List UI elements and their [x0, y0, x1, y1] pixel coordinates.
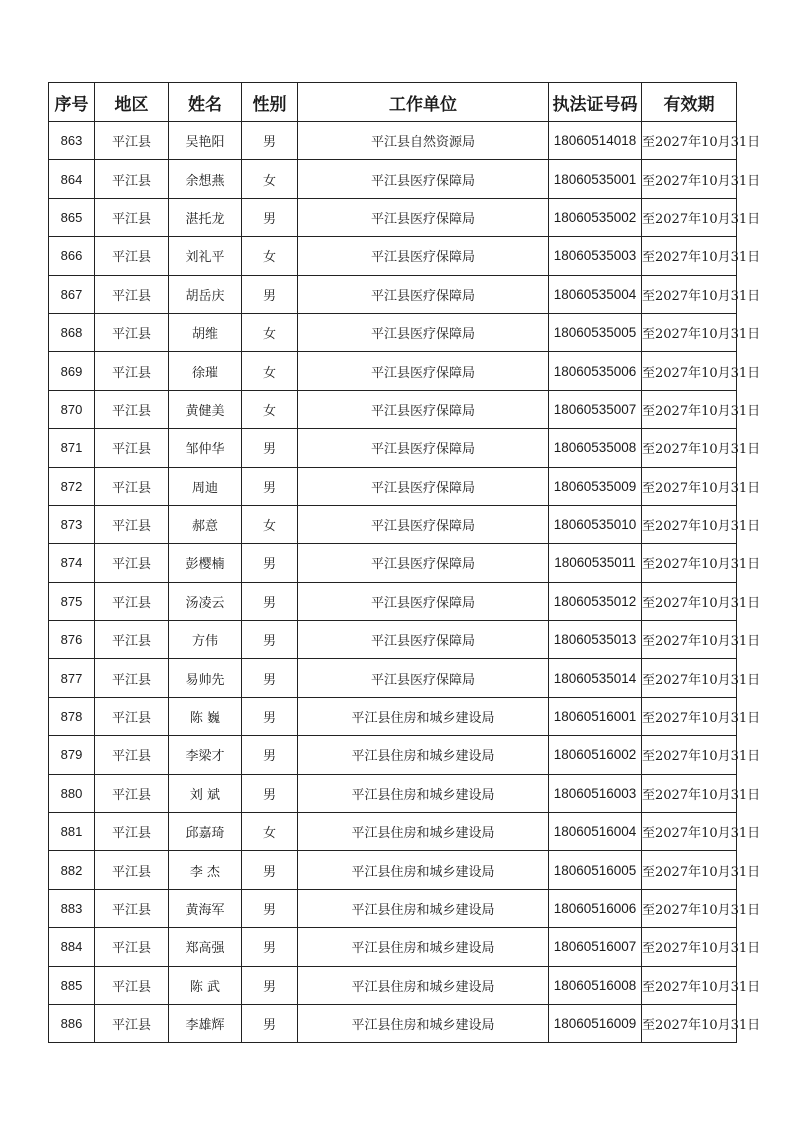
- table-row: [49, 122, 737, 160]
- cell-validity: 至2027年10月31日: [642, 313, 737, 351]
- cell-region: 平江县: [95, 544, 169, 582]
- cell-region: 平江县: [95, 122, 169, 160]
- cell-name: 陈 武: [169, 966, 242, 1004]
- header-certificate-number: 执法证号码: [549, 83, 642, 122]
- cell-name: 李梁才: [169, 736, 242, 774]
- cell-work-unit: 平江县医疗保障局: [298, 505, 549, 543]
- table-row: [49, 313, 737, 351]
- cell-region: 平江县: [95, 237, 169, 275]
- cell-gender: 男: [242, 467, 298, 505]
- cell-validity: 至2027年10月31日: [642, 160, 737, 198]
- cell-validity: 至2027年10月31日: [642, 122, 737, 160]
- cell-index: 863: [49, 122, 95, 160]
- cell-name: 黄健美: [169, 390, 242, 428]
- cell-index: 871: [49, 429, 95, 467]
- cell-validity: 至2027年10月31日: [642, 774, 737, 812]
- cell-region: 平江县: [95, 467, 169, 505]
- cell-certificate-number: 18060535009: [549, 467, 642, 505]
- table-row: [49, 736, 737, 774]
- cell-work-unit: 平江县自然资源局: [298, 122, 549, 160]
- cell-region: 平江县: [95, 198, 169, 236]
- cell-work-unit: 平江县医疗保障局: [298, 237, 549, 275]
- table-row: [49, 429, 737, 467]
- cell-index: 872: [49, 467, 95, 505]
- cell-index: 876: [49, 621, 95, 659]
- cell-index: 879: [49, 736, 95, 774]
- cell-validity: 至2027年10月31日: [642, 813, 737, 851]
- table-row: [49, 659, 737, 697]
- cell-work-unit: 平江县住房和城乡建设局: [298, 813, 549, 851]
- table-row: [49, 966, 737, 1004]
- table-header-row: [49, 83, 737, 122]
- cell-gender: 女: [242, 813, 298, 851]
- cell-index: 875: [49, 582, 95, 620]
- cell-name: 陈 巍: [169, 697, 242, 735]
- cell-work-unit: 平江县住房和城乡建设局: [298, 697, 549, 735]
- cell-region: 平江县: [95, 1004, 169, 1042]
- table-row: [49, 774, 737, 812]
- cell-validity: 至2027年10月31日: [642, 851, 737, 889]
- cell-gender: 男: [242, 429, 298, 467]
- cell-index: 883: [49, 889, 95, 927]
- table-row: [49, 851, 737, 889]
- cell-validity: 至2027年10月31日: [642, 198, 737, 236]
- cell-region: 平江县: [95, 621, 169, 659]
- table-row: [49, 237, 737, 275]
- table-row: [49, 505, 737, 543]
- cell-certificate-number: 18060516003: [549, 774, 642, 812]
- header-validity: 有效期: [642, 83, 737, 122]
- cell-region: 平江县: [95, 582, 169, 620]
- cell-index: 870: [49, 390, 95, 428]
- cell-name: 刘 斌: [169, 774, 242, 812]
- cell-certificate-number: 18060514018: [549, 122, 642, 160]
- cell-validity: 至2027年10月31日: [642, 1004, 737, 1042]
- cell-work-unit: 平江县住房和城乡建设局: [298, 966, 549, 1004]
- cell-validity: 至2027年10月31日: [642, 352, 737, 390]
- cell-gender: 男: [242, 736, 298, 774]
- table-row: [49, 582, 737, 620]
- cell-gender: 男: [242, 928, 298, 966]
- cell-certificate-number: 18060516002: [549, 736, 642, 774]
- cell-region: 平江县: [95, 774, 169, 812]
- cell-region: 平江县: [95, 889, 169, 927]
- cell-certificate-number: 18060516004: [549, 813, 642, 851]
- table-row: [49, 352, 737, 390]
- table-body: [49, 122, 761, 1043]
- cell-work-unit: 平江县医疗保障局: [298, 352, 549, 390]
- table-row: [49, 467, 737, 505]
- cell-certificate-number: 18060535014: [549, 659, 642, 697]
- cell-validity: 至2027年10月31日: [642, 237, 737, 275]
- cell-gender: 男: [242, 889, 298, 927]
- cell-name: 邹仲华: [169, 429, 242, 467]
- cell-validity: 至2027年10月31日: [642, 736, 737, 774]
- cell-certificate-number: 18060516001: [549, 697, 642, 735]
- cell-certificate-number: 18060516005: [549, 851, 642, 889]
- cell-work-unit: 平江县医疗保障局: [298, 659, 549, 697]
- cell-work-unit: 平江县医疗保障局: [298, 429, 549, 467]
- cell-region: 平江县: [95, 813, 169, 851]
- cell-work-unit: 平江县医疗保障局: [298, 313, 549, 351]
- cell-name: 刘礼平: [169, 237, 242, 275]
- cell-work-unit: 平江县住房和城乡建设局: [298, 851, 549, 889]
- cell-gender: 男: [242, 544, 298, 582]
- cell-validity: 至2027年10月31日: [642, 505, 737, 543]
- cell-certificate-number: 18060516007: [549, 928, 642, 966]
- cell-work-unit: 平江县住房和城乡建设局: [298, 736, 549, 774]
- cell-index: 869: [49, 352, 95, 390]
- cell-work-unit: 平江县住房和城乡建设局: [298, 928, 549, 966]
- cell-index: 877: [49, 659, 95, 697]
- cell-region: 平江县: [95, 313, 169, 351]
- cell-name: 周迪: [169, 467, 242, 505]
- cell-validity: 至2027年10月31日: [642, 966, 737, 1004]
- cell-region: 平江县: [95, 697, 169, 735]
- cell-name: 吴艳阳: [169, 122, 242, 160]
- cell-work-unit: 平江县医疗保障局: [298, 544, 549, 582]
- cell-region: 平江县: [95, 505, 169, 543]
- cell-index: 884: [49, 928, 95, 966]
- cell-work-unit: 平江县医疗保障局: [298, 390, 549, 428]
- cell-name: 徐璀: [169, 352, 242, 390]
- cell-region: 平江县: [95, 160, 169, 198]
- header-region: 地区: [95, 83, 169, 122]
- cell-gender: 男: [242, 697, 298, 735]
- cell-region: 平江县: [95, 736, 169, 774]
- cell-index: 866: [49, 237, 95, 275]
- cell-region: 平江县: [95, 928, 169, 966]
- cell-index: 881: [49, 813, 95, 851]
- cell-certificate-number: 18060516006: [549, 889, 642, 927]
- cell-name: 李雄辉: [169, 1004, 242, 1042]
- cell-validity: 至2027年10月31日: [642, 889, 737, 927]
- table-row: [49, 390, 737, 428]
- cell-validity: 至2027年10月31日: [642, 582, 737, 620]
- cell-name: 胡维: [169, 313, 242, 351]
- cell-work-unit: 平江县医疗保障局: [298, 582, 549, 620]
- cell-name: 彭樱楠: [169, 544, 242, 582]
- cell-certificate-number: 18060535012: [549, 582, 642, 620]
- cell-certificate-number: 18060516009: [549, 1004, 642, 1042]
- cell-index: 864: [49, 160, 95, 198]
- cell-work-unit: 平江县医疗保障局: [298, 621, 549, 659]
- cell-gender: 男: [242, 659, 298, 697]
- header-index: 序号: [49, 83, 95, 122]
- table-row: [49, 1004, 737, 1042]
- cell-gender: 女: [242, 237, 298, 275]
- cell-validity: 至2027年10月31日: [642, 544, 737, 582]
- cell-name: 易帅先: [169, 659, 242, 697]
- cell-gender: 男: [242, 582, 298, 620]
- cell-validity: 至2027年10月31日: [642, 390, 737, 428]
- cell-certificate-number: 18060535004: [549, 275, 642, 313]
- cell-name: 郝意: [169, 505, 242, 543]
- cell-gender: 男: [242, 122, 298, 160]
- cell-gender: 男: [242, 851, 298, 889]
- cell-gender: 男: [242, 198, 298, 236]
- cell-region: 平江县: [95, 275, 169, 313]
- cell-validity: 至2027年10月31日: [642, 697, 737, 735]
- enforcement-roster-table: [48, 82, 761, 1043]
- cell-certificate-number: 18060535006: [549, 352, 642, 390]
- cell-validity: 至2027年10月31日: [642, 621, 737, 659]
- cell-name: 汤凌云: [169, 582, 242, 620]
- cell-gender: 女: [242, 505, 298, 543]
- cell-index: 873: [49, 505, 95, 543]
- cell-index: 886: [49, 1004, 95, 1042]
- table-row: [49, 697, 737, 735]
- cell-work-unit: 平江县医疗保障局: [298, 275, 549, 313]
- cell-region: 平江县: [95, 429, 169, 467]
- table-row: [49, 621, 737, 659]
- table-row: [49, 198, 737, 236]
- cell-validity: 至2027年10月31日: [642, 275, 737, 313]
- cell-name: 余想燕: [169, 160, 242, 198]
- cell-certificate-number: 18060535008: [549, 429, 642, 467]
- header-work-unit: 工作单位: [298, 83, 549, 122]
- cell-name: 郑高强: [169, 928, 242, 966]
- cell-gender: 女: [242, 390, 298, 428]
- cell-gender: 女: [242, 352, 298, 390]
- cell-certificate-number: 18060535005: [549, 313, 642, 351]
- cell-gender: 男: [242, 966, 298, 1004]
- table-row: [49, 544, 737, 582]
- cell-index: 878: [49, 697, 95, 735]
- table-row: [49, 889, 737, 927]
- cell-name: 李 杰: [169, 851, 242, 889]
- cell-validity: 至2027年10月31日: [642, 928, 737, 966]
- cell-name: 胡岳庆: [169, 275, 242, 313]
- cell-certificate-number: 18060516008: [549, 966, 642, 1004]
- cell-work-unit: 平江县医疗保障局: [298, 198, 549, 236]
- cell-index: 867: [49, 275, 95, 313]
- cell-name: 黄海军: [169, 889, 242, 927]
- cell-validity: 至2027年10月31日: [642, 659, 737, 697]
- cell-gender: 男: [242, 1004, 298, 1042]
- cell-certificate-number: 18060535013: [549, 621, 642, 659]
- cell-name: 湛托龙: [169, 198, 242, 236]
- table-row: [49, 275, 737, 313]
- cell-certificate-number: 18060535003: [549, 237, 642, 275]
- cell-work-unit: 平江县住房和城乡建设局: [298, 1004, 549, 1042]
- cell-certificate-number: 18060535010: [549, 505, 642, 543]
- cell-gender: 男: [242, 275, 298, 313]
- cell-index: 874: [49, 544, 95, 582]
- cell-work-unit: 平江县医疗保障局: [298, 467, 549, 505]
- header-gender: 性别: [242, 83, 298, 122]
- cell-name: 方伟: [169, 621, 242, 659]
- cell-region: 平江县: [95, 390, 169, 428]
- cell-gender: 女: [242, 313, 298, 351]
- cell-region: 平江县: [95, 966, 169, 1004]
- cell-region: 平江县: [95, 352, 169, 390]
- cell-validity: 至2027年10月31日: [642, 429, 737, 467]
- cell-certificate-number: 18060535001: [549, 160, 642, 198]
- cell-index: 880: [49, 774, 95, 812]
- table-row: [49, 928, 737, 966]
- cell-certificate-number: 18060535011: [549, 544, 642, 582]
- cell-index: 865: [49, 198, 95, 236]
- header-name: 姓名: [169, 83, 242, 122]
- table-row: [49, 160, 737, 198]
- cell-name: 邱嘉琦: [169, 813, 242, 851]
- cell-work-unit: 平江县住房和城乡建设局: [298, 774, 549, 812]
- cell-region: 平江县: [95, 851, 169, 889]
- cell-index: 868: [49, 313, 95, 351]
- cell-certificate-number: 18060535007: [549, 390, 642, 428]
- cell-work-unit: 平江县住房和城乡建设局: [298, 889, 549, 927]
- cell-validity: 至2027年10月31日: [642, 467, 737, 505]
- cell-index: 882: [49, 851, 95, 889]
- cell-certificate-number: 18060535002: [549, 198, 642, 236]
- cell-gender: 男: [242, 621, 298, 659]
- cell-region: 平江县: [95, 659, 169, 697]
- cell-work-unit: 平江县医疗保障局: [298, 160, 549, 198]
- cell-gender: 女: [242, 160, 298, 198]
- table-row: [49, 813, 737, 851]
- cell-gender: 男: [242, 774, 298, 812]
- cell-index: 885: [49, 966, 95, 1004]
